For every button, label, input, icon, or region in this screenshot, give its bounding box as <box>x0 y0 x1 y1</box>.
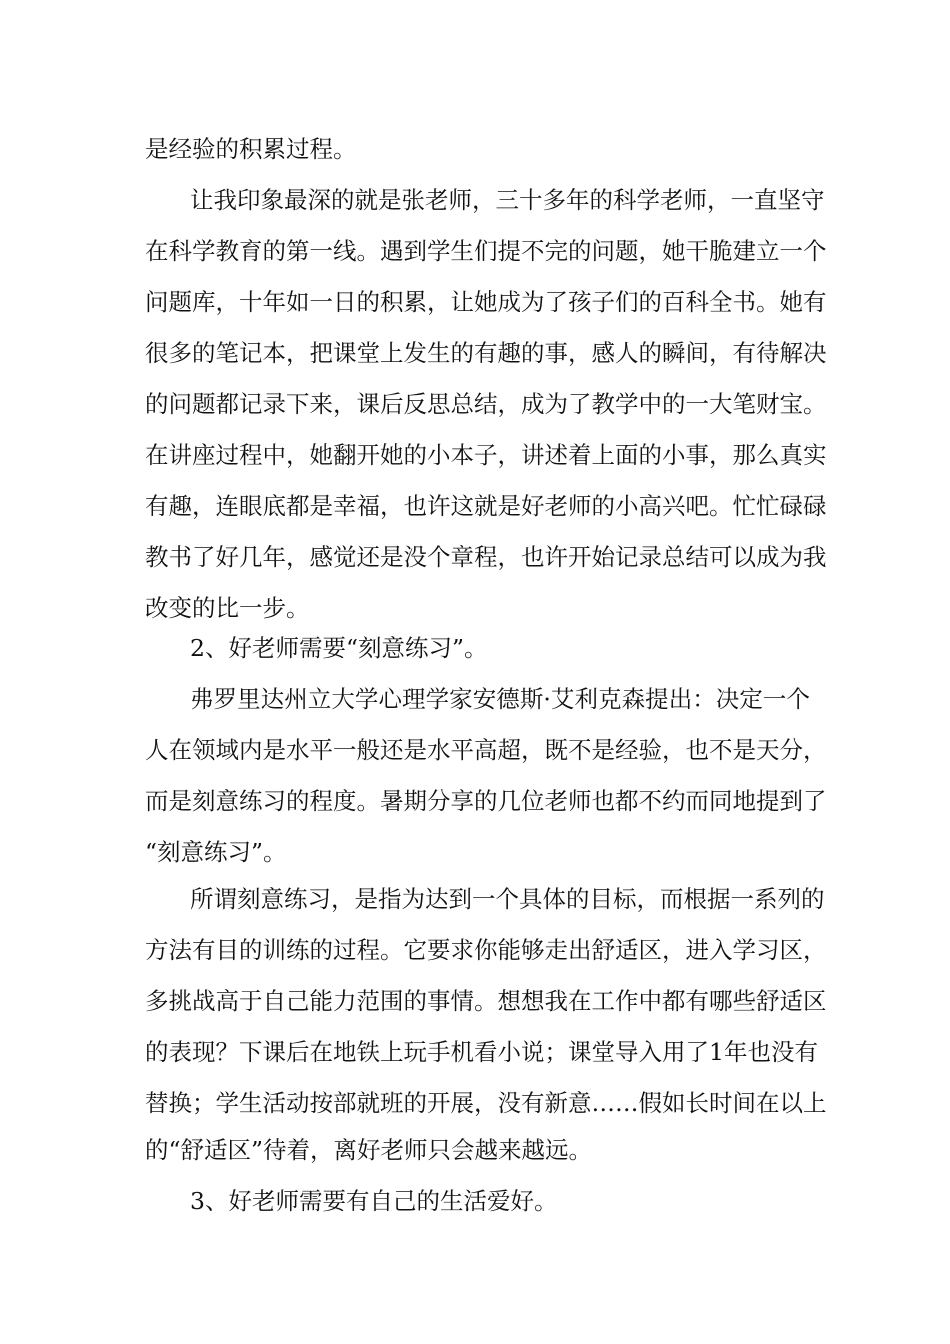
paragraph-line: 是经验的积累过程。 <box>145 135 357 163</box>
paragraph-line: “刻意练习”。 <box>145 838 287 866</box>
paragraph-line: 的表现？下课后在地铁上玩手机看小说；课堂导入用了1年也没有 <box>145 1038 818 1066</box>
paragraph-line: 的问题都记录下来，课后反思总结，成为了教学中的一大笔财宝。 <box>145 390 827 418</box>
paragraph-line: 让我印象最深的就是张老师，三十多年的科学老师，一直坚守 <box>190 186 825 214</box>
section-heading: 3、好老师需要有自己的生活爱好。 <box>190 1187 558 1215</box>
paragraph-line: 有趣，连眼底都是幸福，也许这就是好老师的小高兴吧。忙忙碌碌 <box>145 492 827 520</box>
paragraph-line: 方法有目的训练的过程。它要求你能够走出舒适区，进入学习区， <box>145 936 827 964</box>
paragraph-line: 弗罗里达州立大学心理学家安德斯·艾利克森提出：决定一个 <box>190 685 810 713</box>
paragraph-line: 多挑战高于自己能力范围的事情。想想我在工作中都有哪些舒适区 <box>145 987 827 1015</box>
paragraph-line: 问题库，十年如一日的积累，让她成为了孩子们的百科全书。她有 <box>145 288 827 316</box>
paragraph-line: 在科学教育的第一线。遇到学生们提不完的问题，她干脆建立一个 <box>145 237 827 265</box>
paragraph-line: 替换；学生活动按部就班的开展，没有新意……假如长时间在以上 <box>145 1089 827 1117</box>
paragraph-line: 在讲座过程中，她翻开她的小本子，讲述着上面的小事，那么真实 <box>145 441 827 469</box>
paragraph-line: 所谓刻意练习，是指为达到一个具体的目标，而根据一系列的 <box>190 885 825 913</box>
section-heading: 2、好老师需要“刻意练习”。 <box>190 634 488 662</box>
paragraph-line: 教书了好几年，感觉还是没个章程，也许开始记录总结可以成为我 <box>145 543 827 571</box>
paragraph-line: 的“舒适区”待着，离好老师只会越来越远。 <box>145 1136 593 1164</box>
paragraph-line: 人在领域内是水平一般还是水平高超，既不是经验，也不是天分， <box>145 736 827 764</box>
paragraph-line: 很多的笔记本，把课堂上发生的有趣的事，感人的瞬间，有待解决 <box>145 339 827 367</box>
paragraph-line: 改变的比一步。 <box>145 594 310 622</box>
paragraph-line: 而是刻意练习的程度。暑期分享的几位老师也都不约而同地提到了 <box>145 787 827 815</box>
